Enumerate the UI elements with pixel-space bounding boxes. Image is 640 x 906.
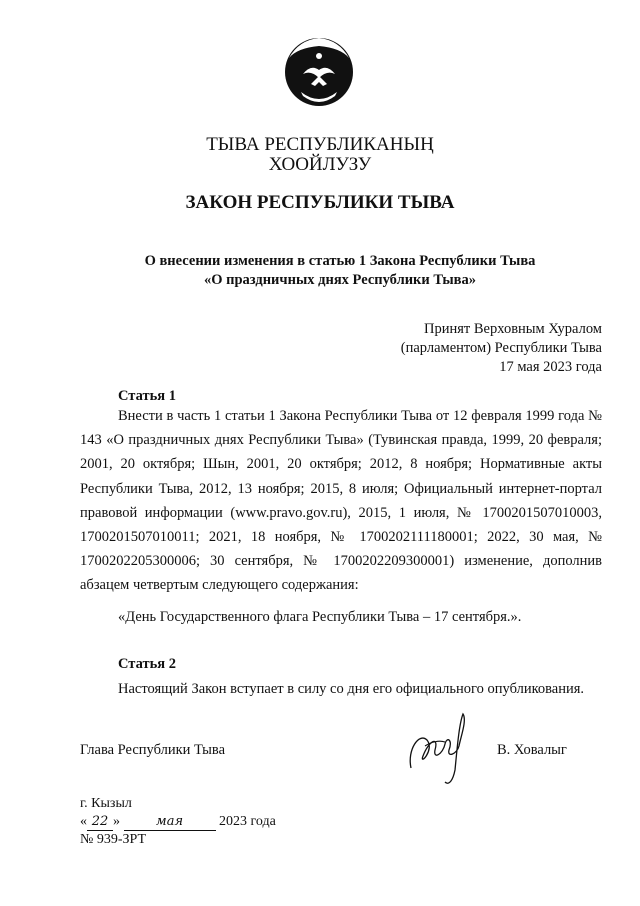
adopted-line-2: (парламентом) Республики Тыва bbox=[400, 340, 602, 356]
article-2-heading: Статья 2 bbox=[118, 656, 176, 672]
footer-date-day: 22 bbox=[87, 814, 113, 831]
law-subject bbox=[0, 252, 640, 290]
article-1-heading: Статья 1 bbox=[118, 388, 176, 404]
adopted-line-1: Принят Верховным Хуралом bbox=[424, 321, 602, 337]
footer-date-month: мая bbox=[124, 814, 216, 831]
tuva-emblem-icon bbox=[281, 34, 357, 108]
article-2-text: Настоящий Закон вступает в силу со дня его официального опубликования. bbox=[118, 681, 585, 697]
law-title: ЗАКОН РЕСПУБЛИКИ ТЫВА bbox=[185, 192, 455, 213]
signatory-name: В. Ховалыг bbox=[497, 742, 567, 758]
signature-position: Глава Республики Тыва bbox=[80, 742, 226, 758]
article-1-text: Внести в часть 1 статьи 1 Закона Республики Тыва от 12 февраля 1999 года № 143 «О праздничных днях Республики Тыва» (Тувинская правда, 1999, 20 февраля; 2001, 20 октября; Шын, 2001, 20 октября; 2012, 8 ноября; Нормативные акты Республики Тыва, 2012, 13 ноября; 2015, 8 июля; Официальный интернет-портал правовой информации (www.pravo.gov.ru), 2015, 1 июля, № 1700201507010003, 1700201507010011; 2021, 18 ноября, № 1700202111180001; 2022, 30 мая, № 1700202205300006; 30 сентября, № 1700202209300001) изменение, дополнив абзацем четвертым следующего содержания: bbox=[80, 408, 602, 594]
adoption-note bbox=[401, 320, 602, 377]
adopted-line-3: 17 мая 2023 года bbox=[499, 359, 602, 375]
article-1-quote: «День Государственного флага Республики Тыва – 17 сентября.». bbox=[118, 609, 522, 625]
footer-city: г. Кызыл bbox=[80, 796, 132, 811]
footer-number: № 939-ЗРТ bbox=[80, 832, 147, 847]
header-line-2: ХООЙЛУЗУ bbox=[268, 154, 372, 175]
handwritten-signature bbox=[405, 710, 477, 788]
subject-line-2: «О праздничных днях Республики Тыва» bbox=[203, 272, 476, 288]
header-line-1: ТЫВА РЕСПУБЛИКАНЫҢ bbox=[206, 134, 434, 155]
footer-date-year: 2023 года bbox=[219, 814, 276, 829]
footer-date: « 22 » мая 2023 года bbox=[80, 814, 276, 829]
subject-line-1: О внесении изменения в статью 1 Закона Республики Тыва bbox=[144, 253, 536, 269]
